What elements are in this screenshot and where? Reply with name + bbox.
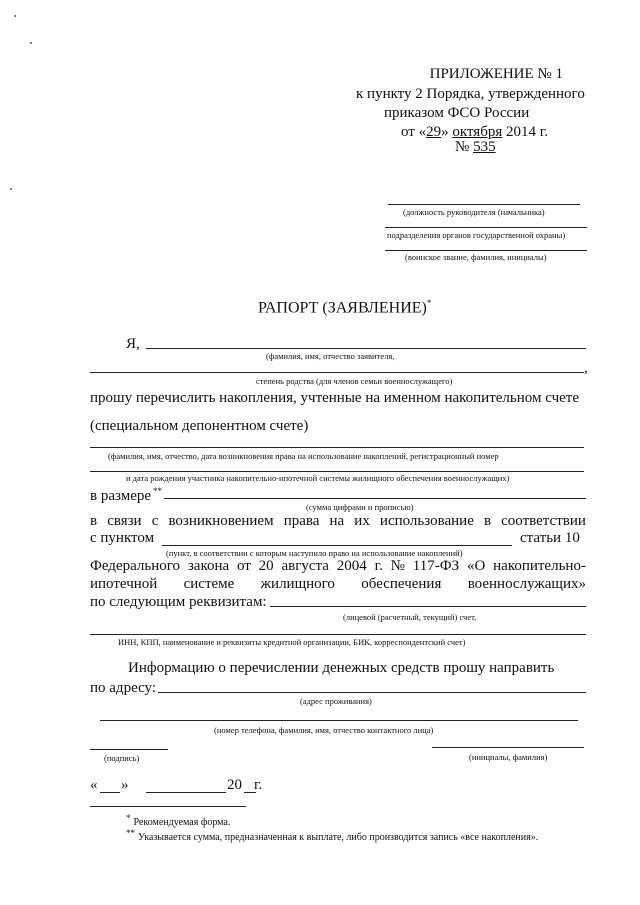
- word: 20: [258, 558, 274, 574]
- scan-speck: [30, 42, 32, 44]
- address-line[interactable]: [158, 692, 586, 693]
- participant-line-1[interactable]: [90, 447, 584, 448]
- reason-text-line-4: [90, 576, 586, 593]
- word: закона: [187, 558, 230, 574]
- scan-speck: [10, 188, 12, 190]
- account-caption: (лицевой (расчетный, текущий) счет,: [343, 612, 477, 622]
- relation-caption: степень родства (для членов семьи военнослужащего): [256, 376, 453, 386]
- amount-line[interactable]: [164, 498, 586, 499]
- word: в: [483, 513, 492, 529]
- word: от: [236, 558, 251, 574]
- header-order-name: приказом ФСО России: [384, 105, 530, 121]
- account-line[interactable]: [270, 606, 586, 607]
- date-open-quote: «: [90, 777, 98, 793]
- applicant-name-caption: (фамилия, имя, отчество заявителя,: [266, 351, 395, 361]
- participant-caption-2: и дата рождения участника накопительно-ипотечной системы жилищного обеспечения военнослужащих): [126, 473, 510, 483]
- header-order-number: № 535: [455, 139, 496, 155]
- initials-caption: (инициалы, фамилия): [469, 752, 548, 762]
- word: на: [329, 513, 345, 529]
- word: г.: [374, 558, 383, 574]
- address-label: по адресу:: [90, 680, 157, 696]
- word: обеспечения: [361, 576, 442, 592]
- signature-line[interactable]: [90, 749, 168, 750]
- word: ипотечной: [90, 576, 158, 592]
- scan-speck: [14, 15, 16, 17]
- address-caption: (адрес проживания): [300, 696, 372, 706]
- date-year-suffix: г.: [254, 777, 263, 793]
- word: 117-ФЗ: [412, 558, 460, 574]
- word: 2004: [336, 558, 367, 574]
- word: накопительно-: [493, 558, 586, 574]
- footnote-1: * Рекомендуемая форма.: [126, 813, 231, 829]
- word: системе: [183, 576, 235, 592]
- reason-point-line[interactable]: [162, 545, 512, 546]
- addressee-position-caption: (должность руководителя (начальника): [403, 207, 545, 217]
- applicant-pronoun: Я,: [126, 336, 140, 352]
- header-appendix: ПРИЛОЖЕНИЕ № 1: [429, 66, 563, 82]
- document-title: РАПОРТ (ЗАЯВЛЕНИЕ)*: [258, 298, 432, 317]
- word: в: [90, 513, 98, 529]
- relation-comma: ,: [584, 360, 588, 376]
- word: жилищного: [260, 576, 335, 592]
- contact-line[interactable]: [100, 720, 578, 721]
- word: «О: [466, 558, 486, 574]
- word: с: [151, 513, 159, 529]
- word: использование: [379, 513, 474, 529]
- word: соответствии: [501, 513, 586, 529]
- word: их: [354, 513, 370, 529]
- bank-caption: ИНН, КПП, наименование и реквизиты кредитной организации, БИК, корреспондентский счет): [118, 637, 466, 647]
- participant-line-2[interactable]: [90, 471, 584, 472]
- word: военнослужащих»: [467, 576, 586, 592]
- word: Федерального: [90, 558, 181, 574]
- amount-caption: (сумма цифрами и прописью): [306, 502, 414, 512]
- reason-text-line-3: [90, 558, 586, 575]
- header-order-ref: к пункту 2 Порядка, утвержденного: [356, 86, 585, 102]
- word: возникновением: [168, 513, 274, 529]
- addressee-rank-line[interactable]: [385, 250, 587, 251]
- relation-line[interactable]: [90, 372, 584, 373]
- addressee-division-caption: подразделения органов государственной охраны): [387, 230, 566, 240]
- word: №: [390, 558, 405, 574]
- date-close-quote: »: [121, 777, 129, 793]
- signature-caption: (подпись): [104, 753, 140, 763]
- addressee-rank-caption: (воинское звание, фамилия, инициалы): [405, 252, 547, 262]
- contact-caption: (номер телефона, фамилия, имя, отчество контактного лица): [214, 725, 434, 735]
- applicant-name-line[interactable]: [146, 348, 586, 349]
- bank-line[interactable]: [90, 634, 586, 635]
- word: августа: [281, 558, 329, 574]
- addressee-division-line[interactable]: [385, 227, 587, 228]
- date-year-prefix: 20: [227, 777, 242, 793]
- header-order-date: от «29» октября 2014 г.: [401, 124, 548, 140]
- word: связи: [107, 513, 142, 529]
- footnote-2: ** Указывается сумма, предназначенная к выплате, либо производится запись «все накопления».: [126, 828, 539, 844]
- reason-text-line-1: [90, 513, 586, 530]
- requisites-label: по следующим реквизитам:: [90, 594, 267, 610]
- participant-caption-1: (фамилия, имя, отчество, дата возникновения права на использование накоплений, регистрационный номер: [108, 451, 499, 461]
- date-month-line[interactable]: [146, 792, 226, 793]
- word: права: [283, 513, 320, 529]
- info-text: Информацию о перечислении денежных средств прошу направить: [128, 660, 555, 676]
- special-account-text: (специальном депонентном счете): [90, 418, 309, 434]
- initials-line[interactable]: [432, 747, 584, 748]
- addressee-position-line[interactable]: [388, 204, 580, 205]
- reason-point-caption: (пункт, в соответствии с которым наступило право на использование накоплений): [166, 548, 463, 558]
- amount-label: в размере **: [90, 486, 163, 504]
- request-text: прошу перечислить накопления, учтенные на именном накопительном счете: [90, 390, 580, 406]
- reason-point-label: с пунктом: [90, 530, 155, 546]
- date-day-line[interactable]: [100, 792, 120, 793]
- reason-article-label: статьи 10: [520, 530, 580, 546]
- footnote-separator: [90, 806, 246, 807]
